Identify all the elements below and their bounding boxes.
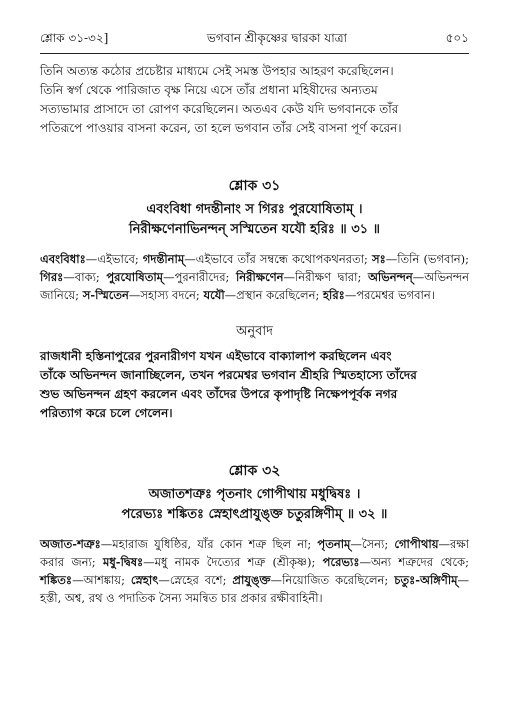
synonym-term: হরিঃ bbox=[323, 288, 345, 302]
synonym-meaning: —প্রস্থান করেছিলেন; bbox=[224, 288, 324, 302]
intro-line: পতিরূপে পাওয়ার বাসনা করেন, তা হলে ভগবান তাঁর সেই বাসনা পূর্ণ করেন। bbox=[40, 121, 402, 135]
synonyms-paragraph bbox=[40, 535, 469, 607]
synonym-meaning: —সহাস্য বদনে; bbox=[128, 288, 204, 302]
verse-line: নিরীক্ষণেনাভিনন্দন্ সস্মিতেন যযৌ হরিঃ ॥ ৩১ ॥ bbox=[129, 222, 380, 237]
intro-line: তিনি স্বর্গ থেকে পারিজাত বৃক্ষ নিয়ে এসে তাঁর প্রধানা মহিষীদের অন্যতম bbox=[40, 83, 378, 97]
synonym-meaning: —রক্ষা করার জন্য; bbox=[40, 537, 470, 569]
synonym-meaning: —নিরীক্ষণ দ্বারা; bbox=[283, 270, 368, 284]
synonym-term: পরেভ্যঃ bbox=[322, 555, 360, 569]
synonyms-paragraph bbox=[40, 250, 469, 304]
header-chapter-title: ভগবান শ্রীকৃষ্ণের দ্বারকা যাত্রা bbox=[206, 31, 347, 45]
synonym-meaning: —স্নেহের বশে; bbox=[158, 573, 233, 587]
verse-31 bbox=[40, 174, 469, 423]
synonym-meaning: —হস্তী, অশ্ব, রথ ও পদাতিক সৈন্য সমন্বিত চার প্রকার রক্ষীবাহিনী। bbox=[40, 573, 469, 605]
intro-paragraph bbox=[40, 62, 469, 138]
verse-line: এবংবিধা গদন্তীনাং স গিরঃ পুরযোষিতাম্ । bbox=[146, 202, 363, 217]
synonym-meaning: —তিনি (ভগবান); bbox=[385, 252, 470, 266]
synonym-term: গদন্তীনাম্ bbox=[142, 252, 185, 266]
synonym-term: চতুঃ-অঙ্গিণীম্ bbox=[394, 573, 458, 587]
synonym-term: অজাত-শত্রুঃ bbox=[40, 537, 101, 551]
synonym-meaning: —মহারাজ যুধিষ্ঠির, যাঁর কোন শত্রু ছিল না; bbox=[100, 537, 318, 551]
synonym-term: এবংবিধাঃ bbox=[40, 252, 86, 266]
synonym-meaning: —মধু নামক দৈত্যের শত্রু (শ্রীকৃষ্ণ); bbox=[143, 555, 323, 569]
synonym-term: নিরীক্ষণেন bbox=[235, 270, 284, 284]
header-verse-range: শ্লোক ৩১-৩২] bbox=[40, 31, 109, 45]
synonym-term: পুরযোষিতাম্ bbox=[106, 270, 164, 284]
synonym-term: অভিনন্দন্ bbox=[367, 270, 413, 284]
synonym-meaning: —এইভাবে; bbox=[85, 252, 143, 266]
intro-line: তিনি অত্যন্ত কঠোর প্রচেষ্টার মাধ্যমে সেই সমস্ত উপহার আহরণ করেছিলেন। bbox=[40, 64, 394, 78]
synonym-meaning: —আশঙ্কায়; bbox=[72, 573, 131, 587]
synonym-term: স-স্মিতেন bbox=[82, 288, 129, 302]
page-header bbox=[40, 30, 469, 54]
translation-line: শুভ অভিনন্দন গ্রহণ করলেন এবং তাঁদের উপরে কৃপাদৃষ্টি নিক্ষেপপূর্বক নগর bbox=[40, 387, 398, 401]
translation-line: পরিত্যাগ করে চলে গেলেন। bbox=[40, 406, 173, 420]
synonym-term: সঃ bbox=[372, 252, 386, 266]
synonym-term: গোপীথায় bbox=[394, 537, 439, 551]
verse-32 bbox=[40, 459, 469, 607]
synonym-meaning: —নিয়োজিত করেছিলেন; bbox=[270, 573, 395, 587]
synonym-meaning: —পুরনারীদের; bbox=[163, 270, 236, 284]
verse-line: পরেভ্যঃ শঙ্কিতঃ স্নেহাৎপ্রাযুঙ্ক্ত চতুরঙ্গিণীম্ ॥ ৩২ ॥ bbox=[121, 507, 388, 522]
header-page-number: ৫০১ bbox=[445, 31, 469, 45]
synonym-term: প্রাযুঙ্ক্ত bbox=[232, 573, 271, 587]
synonym-meaning: —অন্য শত্রুদের থেকে; bbox=[359, 555, 469, 569]
synonym-term: স্নেহাৎ bbox=[130, 573, 159, 587]
translation-title: অনুবাদ bbox=[236, 324, 273, 339]
synonym-term: পৃতনাম্ bbox=[317, 537, 351, 551]
synonym-meaning: —পরমেশ্বর ভগবান। bbox=[344, 288, 435, 302]
synonym-term: শঙ্কিতঃ bbox=[40, 573, 73, 587]
verse-heading: শ্লোক ৩২ bbox=[228, 463, 281, 479]
translation-line: রাজধানী হস্তিনাপুরের পুরনারীগণ যখন এইভাবে বাক্যালাপ করছিলেন এবং bbox=[40, 349, 392, 363]
synonym-meaning: —সৈন্য; bbox=[350, 537, 395, 551]
synonym-meaning: —এইভাবে তাঁর সম্বন্ধে কথোপকথনরতা; bbox=[184, 252, 373, 266]
synonym-term: গিরঃ bbox=[40, 270, 64, 284]
synonym-meaning: —অভিনন্দন জানিয়ে; bbox=[40, 270, 469, 302]
verse-heading: শ্লোক ৩১ bbox=[228, 178, 281, 194]
synonym-term: মধু-দ্বিষঃ bbox=[102, 555, 144, 569]
synonym-term: যযৌ bbox=[203, 288, 225, 302]
intro-line: সত্যভামার প্রাসাদে তা রোপণ করেছিলেন। অতএব কেউ যদি ভগবানকে তাঁর bbox=[40, 102, 399, 116]
verse-line: অজাতশত্রুঃ পৃতনাং গোপীথায় মধুদ্বিষঃ । bbox=[148, 487, 361, 502]
translation-line: তাঁকে অভিনন্দন জানাচ্ছিলেন, তখন পরমেশ্বর ভগবান শ্রীহরি স্মিতহাস্যে তাঁদের bbox=[40, 368, 417, 382]
synonym-meaning: —বাক্য; bbox=[63, 270, 107, 284]
